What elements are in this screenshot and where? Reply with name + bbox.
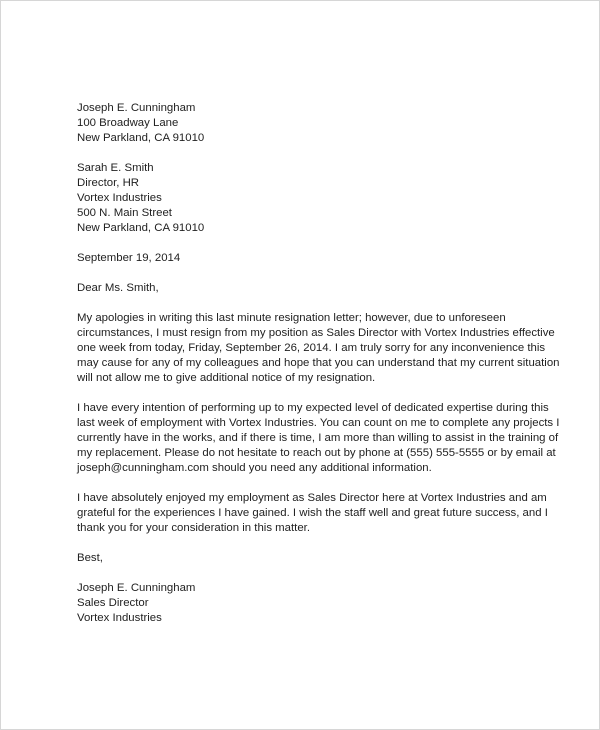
sender-city: New Parkland, CA 91010 [77,132,205,144]
paragraph-3 [77,491,547,536]
spacer [77,146,547,161]
sender-address [77,101,547,146]
signature-company: Vortex Industries [77,612,162,624]
sender-street: 100 Broadway Lane [77,117,179,129]
paragraph-line: joseph@cunningham.com should you need any additional information. [77,462,432,474]
signature-block [77,581,547,626]
spacer [77,296,547,311]
letter-body [77,101,560,626]
letter-date: September 19, 2014 [77,252,181,264]
recipient-name: Sarah E. Smith [77,162,154,174]
paragraph-line: thank you for your consideration in this matter. [77,522,310,534]
recipient-title: Director, HR [77,177,140,189]
salutation: Dear Ms. Smith, [77,282,159,294]
closing: Best, [77,552,103,564]
spacer [77,266,547,281]
paragraph-line: My apologies in writing this last minute resignation letter; however, due to unforeseen [77,312,506,324]
paragraph-line: last week of employment with Vortex Industries. You can count on me to complete any projects I [77,417,560,429]
signature-name: Joseph E. Cunningham [77,582,196,594]
paragraph-line: currently have in the works, and if there is time, I am more than willing to assist in the training of [77,432,559,444]
recipient-address [77,161,547,236]
paragraph-line: will not allow me to give additional notice of my resignation. [77,372,376,384]
paragraph-1 [77,311,560,386]
spacer [77,476,547,491]
paragraph-line: grateful for the experiences I have gained. I wish the staff well and great future success, and I [77,507,548,519]
paragraph-line: circumstances, I must resign from my position as Sales Director with Vortex Industries effective [77,327,555,339]
signature-title: Sales Director [77,597,149,609]
sender-name: Joseph E. Cunningham [77,102,196,114]
paragraph-line: I have every intention of performing up to my expected level of dedicated expertise during this [77,402,549,414]
spacer [77,536,547,551]
paragraph-line: one week from today, Friday, September 26, 2014. I am truly sorry for any inconvenience this [77,342,546,354]
paragraph-line: my replacement. Please do not hesitate to reach out by phone at (555) 555-5555 or by email at [77,447,556,459]
paragraph-line: may cause for any of my colleagues and hope that you can understand that my current situation [77,357,560,369]
recipient-street: 500 N. Main Street [77,207,172,219]
paragraph-2 [77,401,560,476]
spacer [77,386,547,401]
recipient-city: New Parkland, CA 91010 [77,222,205,234]
recipient-company: Vortex Industries [77,192,162,204]
spacer [77,236,547,251]
paragraph-line: I have absolutely enjoyed my employment as Sales Director here at Vortex Industries and am [77,492,547,504]
spacer [77,566,547,581]
